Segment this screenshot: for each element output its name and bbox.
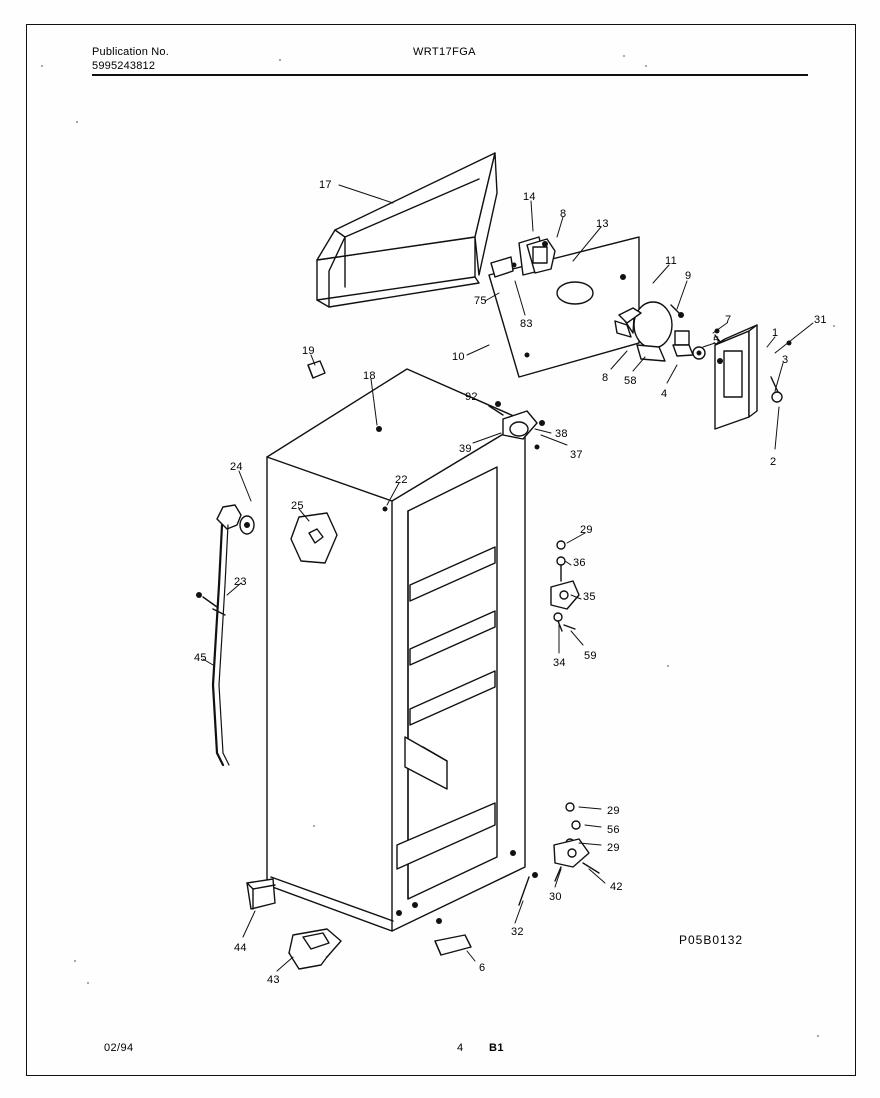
callout-56: 56 <box>607 824 620 836</box>
callout-43: 43 <box>267 974 280 986</box>
publication-number: 5995243812 <box>92 60 156 72</box>
callout-39: 39 <box>459 443 472 455</box>
scan-speck <box>41 65 43 67</box>
scan-speck <box>645 65 647 67</box>
callout-11: 11 <box>665 255 678 267</box>
callout-25: 25 <box>291 500 304 512</box>
callout-34: 34 <box>553 657 566 669</box>
callout-38: 38 <box>555 428 568 440</box>
scan-speck <box>76 121 78 123</box>
scan-speck <box>817 1035 819 1037</box>
callout-24: 24 <box>230 461 243 473</box>
callout-22: 22 <box>395 474 408 486</box>
scan-speck <box>667 665 669 667</box>
callout-1: 1 <box>772 327 779 339</box>
callout-92: 92 <box>465 391 478 403</box>
callout-29-upper: 29 <box>580 524 593 536</box>
callout-32: 32 <box>511 926 524 938</box>
callout-29-lower-a: 29 <box>607 805 620 817</box>
part-control-box <box>715 325 792 429</box>
scan-speck <box>74 960 76 962</box>
callout-14: 14 <box>523 191 536 203</box>
callout-18: 18 <box>363 370 376 382</box>
publication-label: Publication No. <box>92 46 169 58</box>
callout-29-lower-b: 29 <box>607 842 620 854</box>
callout-10: 10 <box>452 351 465 363</box>
callout-19: 19 <box>302 345 315 357</box>
callout-17: 17 <box>319 179 332 191</box>
callout-36: 36 <box>573 557 586 569</box>
callout-6: 6 <box>479 962 486 974</box>
callout-45: 45 <box>194 652 207 664</box>
part-cabinet <box>267 369 525 931</box>
callout-9: 9 <box>685 270 692 282</box>
callout-59: 59 <box>584 650 597 662</box>
part-roller <box>308 361 325 378</box>
model-number: WRT17FGA <box>413 46 476 58</box>
scan-speck <box>313 825 315 827</box>
callout-42: 42 <box>610 881 623 893</box>
callout-8-lower: 8 <box>602 372 609 384</box>
callout-31: 31 <box>814 314 827 326</box>
callout-30: 30 <box>549 891 562 903</box>
callout-44: 44 <box>234 942 247 954</box>
part-block-44 <box>247 879 275 909</box>
footer-date: 02/94 <box>104 1042 134 1054</box>
callout-83: 83 <box>520 318 533 330</box>
scan-speck <box>623 55 625 57</box>
callout-75: 75 <box>474 295 487 307</box>
part-bracket-43 <box>289 929 341 969</box>
scan-speck <box>279 59 281 61</box>
callout-58: 58 <box>624 375 637 387</box>
callout-7: 7 <box>725 314 732 326</box>
diagram-svg <box>27 25 853 1073</box>
drawing-code: P05B0132 <box>679 933 744 947</box>
callout-5: 5 <box>713 335 720 347</box>
callout-2: 2 <box>770 456 777 468</box>
part-top-trim <box>317 153 497 307</box>
part-drain-tube <box>196 505 254 765</box>
exploded-diagram <box>27 25 853 1073</box>
footer-section-code: B1 <box>489 1042 504 1054</box>
scan-speck <box>87 982 89 984</box>
part-plate-6 <box>435 935 471 955</box>
callout-35: 35 <box>583 591 596 603</box>
callout-13: 13 <box>596 218 609 230</box>
callout-3: 3 <box>782 354 789 366</box>
callout-4: 4 <box>661 388 668 400</box>
callout-23: 23 <box>234 576 247 588</box>
callout-8-top: 8 <box>560 208 567 220</box>
part-mid-hinge-hardware <box>551 541 579 631</box>
callout-37: 37 <box>570 449 583 461</box>
scan-speck <box>833 325 835 327</box>
footer-page-number: 4 <box>457 1042 464 1054</box>
part-top-bracket <box>491 237 555 277</box>
